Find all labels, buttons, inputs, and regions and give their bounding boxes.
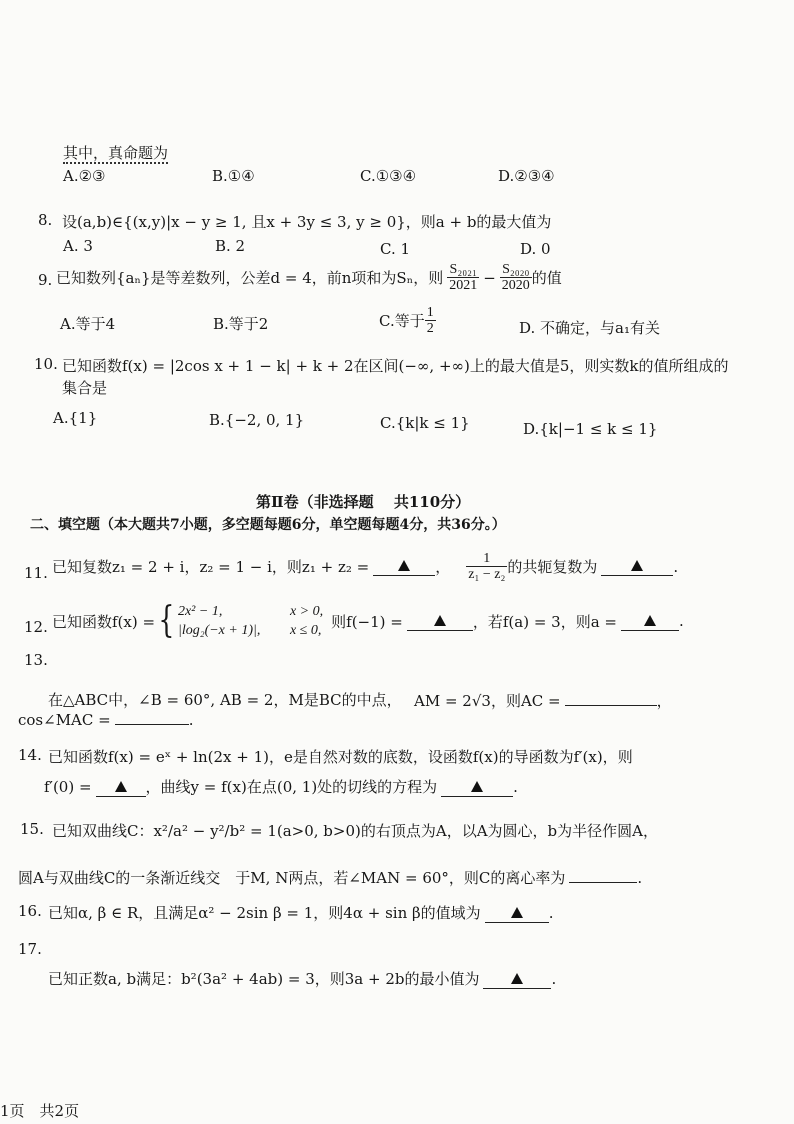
q9-fraction-2 <box>500 262 532 294</box>
q10-text-2: 集合是 <box>62 379 108 397</box>
q7-option-a: A.②③ <box>63 167 106 185</box>
q12-piece-1: 2x² − 1, <box>177 604 223 619</box>
q11-frac-num: 1 <box>466 551 507 567</box>
q9-frac1-numerator: S₂₀₂₁ <box>447 262 479 278</box>
q9-option-d: D. 不确定，与a₁有关 <box>519 319 660 337</box>
intro-text: 其中，真命题为 <box>63 144 169 162</box>
section-fill-in-blanks: 二、填空题（本大题共7小题，多空题每题6分，单空题每题4分，共36分。） <box>30 517 506 533</box>
q16-answer-blank[interactable] <box>485 904 549 923</box>
q13-answer-blank-2[interactable] <box>115 708 189 725</box>
q11-frac-den: z₁ − z₂ <box>468 567 506 583</box>
q9-option-b: B.等于2 <box>213 315 269 333</box>
q12-piecewise <box>178 602 323 640</box>
brace-icon: { <box>158 600 175 641</box>
q13-text-3: cos∠MAC = <box>18 711 111 729</box>
q9-option-c-num: 1 <box>426 305 434 320</box>
q12-piece-2: |log₂(−x + 1)|, <box>177 623 261 638</box>
q13-period: . <box>188 711 194 729</box>
q14-answer-blank-1[interactable] <box>96 778 146 797</box>
q14-text-1: 已知函数f(x) = eˣ + ln(2x + 1)，e是自然对数的底数，设函数f(x)的导函数为f′(x)，则 <box>48 748 633 766</box>
q11-number: 11. <box>24 564 48 582</box>
q9-minus: − <box>483 268 496 287</box>
q15-answer-blank[interactable] <box>569 866 637 883</box>
q10-option-d: D.{k|−1 ≤ k ≤ 1} <box>523 420 658 438</box>
q16-line <box>48 902 553 923</box>
q9-frac2-numerator: S₂₀₂₀ <box>500 262 532 278</box>
q10-option-c: C.{k|k ≤ 1} <box>380 414 470 432</box>
q7-option-b: B.①④ <box>212 167 255 185</box>
q13-answer-blank-1[interactable] <box>565 689 657 706</box>
q11-text-1: 已知复数z₁ = 2 + i，z₂ = 1 − i，则z₁ + z₂ = <box>52 558 370 577</box>
triangle-icon <box>471 781 483 792</box>
page-footer: 1页 共2页 <box>0 1102 80 1120</box>
part2-title: 第Ⅱ卷（非选择题 共110分） <box>256 493 471 511</box>
q16-period: . <box>548 904 554 922</box>
q8-number: 8. <box>38 211 53 229</box>
q17-period: . <box>551 970 557 988</box>
q14-text-3: ，曲线y = f(x)在点(0, 1)处的切线的方程为 <box>145 778 438 796</box>
q9-option-c-den: 2 <box>426 321 434 337</box>
q14-text-2: f′(0) = <box>44 778 92 796</box>
q9-option-c <box>379 305 436 337</box>
q11-answer-blank-2[interactable] <box>601 557 673 576</box>
q15-line-2 <box>18 866 642 888</box>
q11-period: . <box>673 557 679 576</box>
q7-option-d: D.②③④ <box>498 167 555 185</box>
q7-option-c: C.①③④ <box>360 167 417 185</box>
q13-number: 13. <box>24 651 48 669</box>
q12-answer-blank-1[interactable] <box>407 612 473 631</box>
q15-period: . <box>637 869 643 887</box>
q10-option-b: B.{−2, 0, 1} <box>209 411 305 429</box>
q12-answer-blank-2[interactable] <box>621 612 679 631</box>
q12-text-3: ，若f(a) = 3，则a = <box>472 612 617 631</box>
q8-option-a: A. 3 <box>63 237 93 255</box>
q13-text-2: AM = 2√3，则AC = <box>414 692 561 710</box>
q11-fraction <box>466 551 507 583</box>
q12-number: 12. <box>24 618 48 636</box>
q9-option-a: A.等于4 <box>60 315 116 333</box>
q16-text: 已知α, β ∈ R，且满足α² − 2sin β = 1，则4α + sin β的值域为 <box>48 904 481 922</box>
q8-text: 设(a,b)∈{(x,y)|x − y ≥ 1, 且x + 3y ≤ 3, y ≥ 0}，则a + b的最大值为 <box>62 213 552 231</box>
triangle-icon <box>115 781 127 792</box>
q9-frac2-denominator: 2020 <box>501 278 530 294</box>
triangle-icon <box>511 907 523 918</box>
triangle-icon <box>398 560 410 571</box>
q9-number: 9. <box>38 271 53 289</box>
q17-answer-blank[interactable] <box>483 970 551 989</box>
triangle-icon <box>511 973 523 984</box>
q12-line <box>52 602 684 640</box>
q17-number: 17. <box>18 940 42 958</box>
q8-option-d: D. 0 <box>520 240 551 258</box>
q9-line <box>56 262 562 294</box>
q15-text-1: 已知双曲线C：x²/a² − y²/b² = 1(a>0, b>0)的右顶点为A，以A为圆心，b为半径作圆A， <box>52 822 658 840</box>
q9-fraction-1 <box>447 262 479 294</box>
triangle-icon <box>644 615 656 626</box>
q13-line-3 <box>18 708 193 729</box>
q8-option-b: B. 2 <box>215 237 246 255</box>
q10-number: 10. <box>34 355 58 373</box>
q12-cond-1: x > 0, <box>289 604 324 619</box>
q13-line-2 <box>414 689 672 711</box>
q9-frac1-denominator: 2021 <box>449 278 478 294</box>
q17-line <box>48 968 556 989</box>
q10-text: 已知函数f(x) = |2cos x + 1 − k| + k + 2在区间(−∞, +∞)上的最大值是5，则实数k的值所组成的 <box>62 357 729 375</box>
q10-option-a: A.{1} <box>53 409 98 427</box>
triangle-icon <box>434 615 446 626</box>
q11-answer-blank-1[interactable] <box>373 557 435 576</box>
q15-text-2: 圆A与双曲线C的一条渐近线交 于M, N两点，若∠MAN = 60°，则C的离心率为 <box>18 869 566 887</box>
q15-number: 15. <box>20 820 44 838</box>
triangle-icon <box>631 560 643 571</box>
q8-option-c: C. 1 <box>380 240 411 258</box>
q9-option-c-label: C.等于 <box>379 312 425 331</box>
q12-cond-2: x ≤ 0, <box>289 623 322 638</box>
q9-prefix: 已知数列{aₙ}是等差数列，公差d = 4，前n项和为Sₙ，则 <box>56 269 444 288</box>
q11-text-2: 的共轭复数为 <box>507 558 598 577</box>
q9-option-c-fraction <box>425 305 436 337</box>
q9-suffix: 的值 <box>531 269 562 288</box>
q17-text: 已知正数a, b满足：b²(3a² + 4ab) = 3，则3a + 2b的最小值为 <box>48 970 480 988</box>
q13-text-1: 在△ABC中，∠B = 60°, AB = 2，M是BC的中点， <box>48 691 402 709</box>
q14-answer-blank-2[interactable] <box>441 778 513 797</box>
q14-period: . <box>513 778 518 796</box>
q16-number: 16. <box>18 902 42 920</box>
q14-number: 14. <box>18 746 42 764</box>
q11-line <box>52 551 678 583</box>
q13-comma: ， <box>656 692 672 710</box>
q12-text-2: 则f(−1) = <box>331 612 403 631</box>
q14-line-2 <box>44 776 518 797</box>
q12-period: . <box>679 612 684 630</box>
q11-comma: ， <box>435 558 451 577</box>
q12-text-1: 已知函数f(x) = <box>52 612 156 631</box>
